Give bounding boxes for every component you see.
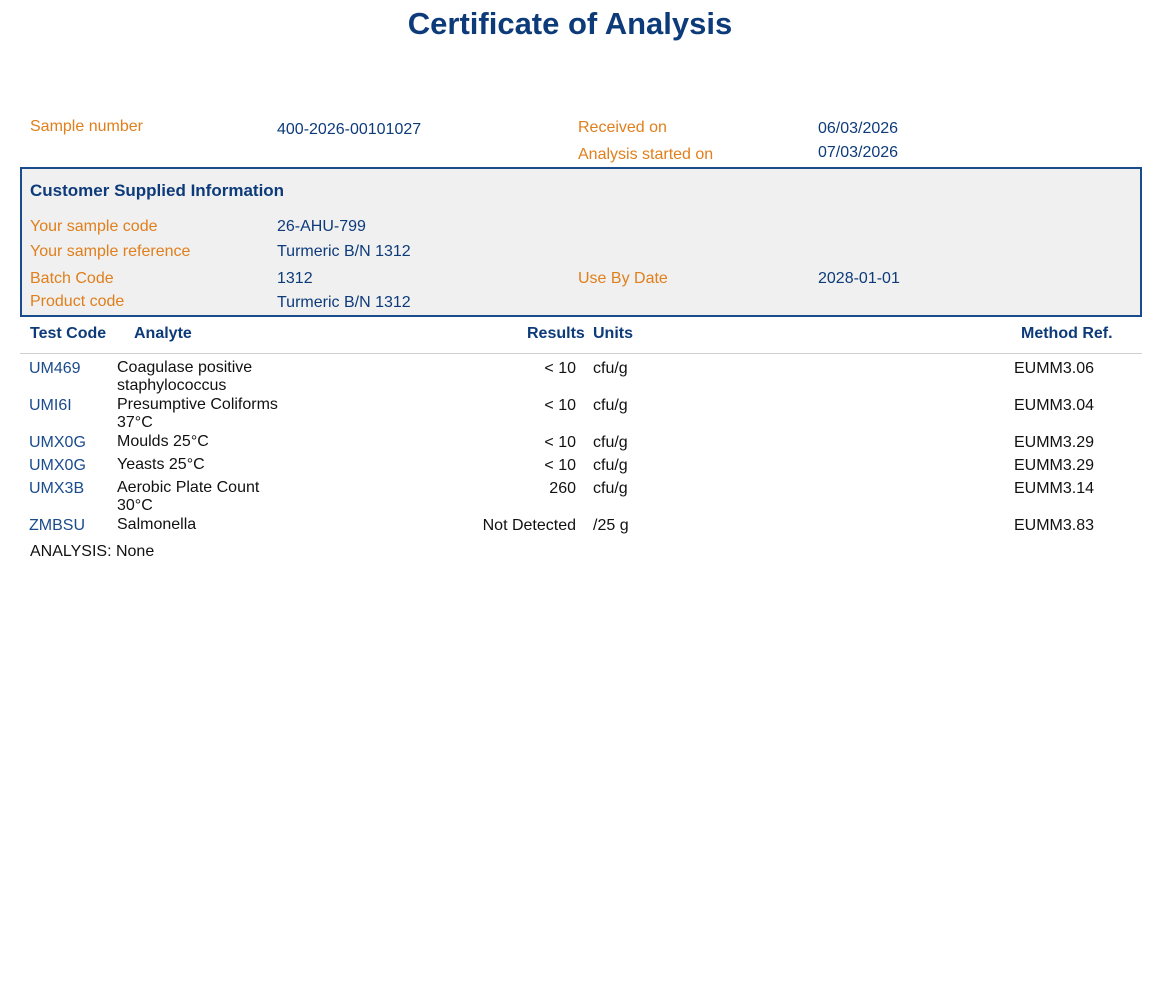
row-units: cfu/g: [593, 360, 628, 377]
use-by-date-value: 2028-01-01: [818, 270, 900, 287]
product-code-label: Product code: [30, 293, 125, 310]
row-analyte: Aerobic Plate Count 30°C: [117, 479, 260, 514]
received-on-value: 06/03/2026: [818, 120, 899, 137]
row-analyte: Moulds 25°C: [117, 433, 209, 450]
row-method-ref: EUMM3.29: [1014, 457, 1095, 474]
use-by-date-label: Use By Date: [578, 270, 668, 287]
row-test-code: UMX3B: [29, 480, 85, 497]
row-method-ref: EUMM3.29: [1014, 434, 1095, 451]
row-method-ref: EUMM3.04: [1014, 397, 1095, 414]
row-units: cfu/g: [593, 434, 628, 451]
row-result: < 10: [544, 360, 576, 377]
analysis-started-value: 07/03/2026: [818, 144, 899, 161]
row-test-code: UM469: [29, 360, 81, 377]
header-analyte: Analyte: [134, 325, 192, 342]
row-analyte: Coagulase positive staphylococcus: [117, 359, 253, 394]
analysis-note: ANALYSIS: None: [30, 543, 155, 560]
row-units: cfu/g: [593, 480, 628, 497]
document-title: Certificate of Analysis: [407, 6, 733, 41]
row-test-code: ZMBSU: [29, 517, 85, 534]
row-method-ref: EUMM3.14: [1014, 480, 1095, 497]
header-divider: [20, 353, 1142, 354]
product-code-value: Turmeric B/N 1312: [277, 294, 411, 311]
header-results: Results: [527, 325, 585, 342]
row-analyte: Salmonella: [117, 516, 197, 533]
sample-number-label: Sample number: [30, 118, 143, 135]
customer-info-heading: Customer Supplied Information: [30, 181, 285, 200]
header-method-ref: Method Ref.: [1021, 325, 1113, 342]
analysis-started-label: Analysis started on: [578, 146, 714, 163]
received-on-label: Received on: [578, 119, 667, 136]
row-units: cfu/g: [593, 397, 628, 414]
sample-code-value: 26-AHU-799: [277, 218, 366, 235]
row-analyte: Presumptive Coliforms 37°C: [117, 396, 278, 431]
row-test-code: UMX0G: [29, 434, 86, 451]
row-units: cfu/g: [593, 457, 628, 474]
sample-code-label: Your sample code: [30, 218, 158, 235]
row-result: 260: [549, 480, 576, 497]
row-result: Not Detected: [482, 517, 576, 534]
header-units: Units: [593, 325, 633, 342]
row-test-code: UMX0G: [29, 457, 86, 474]
row-units: /25 g: [593, 517, 629, 534]
row-result: < 10: [544, 434, 576, 451]
batch-code-value: 1312: [277, 270, 313, 287]
row-method-ref: EUMM3.06: [1014, 360, 1095, 377]
sample-number-value: 400-2026-00101027: [277, 121, 422, 138]
sample-reference-value: Turmeric B/N 1312: [277, 243, 411, 260]
row-result: < 10: [544, 457, 576, 474]
row-analyte: Yeasts 25°C: [117, 456, 205, 473]
row-method-ref: EUMM3.83: [1014, 517, 1095, 534]
batch-code-label: Batch Code: [30, 270, 114, 287]
row-result: < 10: [544, 397, 576, 414]
row-test-code: UMI6I: [29, 397, 72, 414]
header-test-code: Test Code: [30, 325, 107, 342]
sample-reference-label: Your sample reference: [30, 243, 191, 260]
